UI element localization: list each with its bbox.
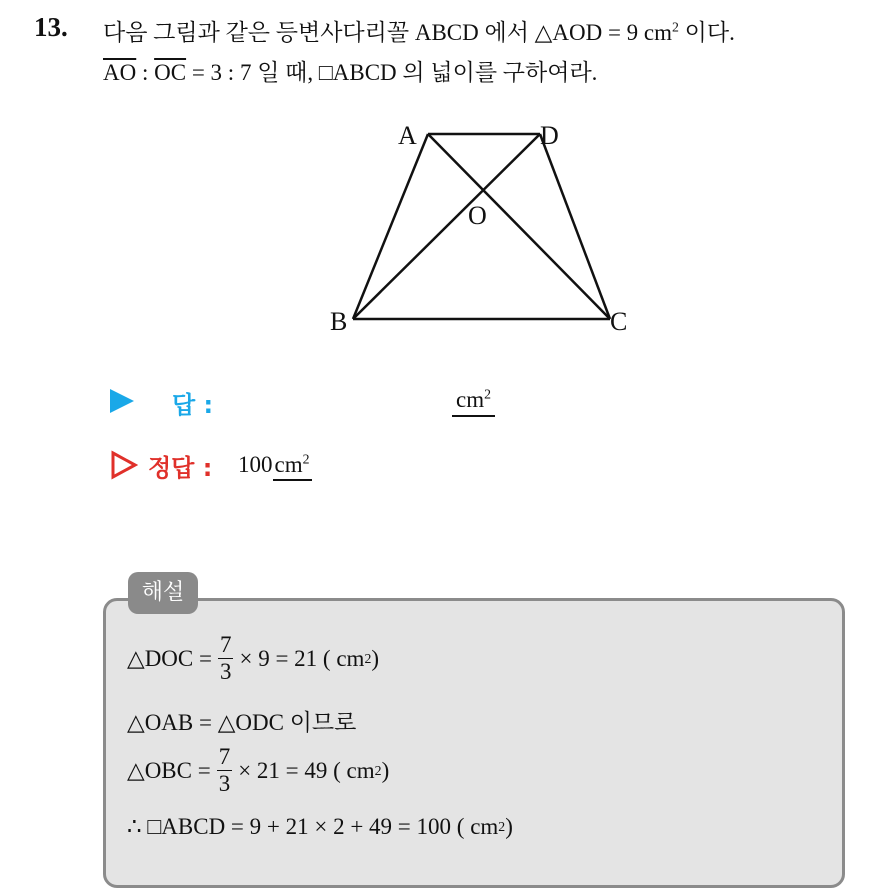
question-line1-text: 다음 그림과 같은 등변사다리꼴 ABCD 에서 △AOD = 9 cm — [103, 20, 673, 45]
answer-row — [110, 385, 530, 419]
question-text-line1 — [103, 14, 735, 47]
answer-label: 답 : — [172, 391, 214, 419]
eq3-left: △OBC = — [127, 757, 211, 783]
question-line1-tail: 이다. — [678, 20, 735, 45]
explanation-eq2: △OAB = △ODC 이므로 — [127, 710, 357, 735]
label-o: O — [468, 201, 487, 230]
question-line2-rest: = 3 : 7 일 때, □ABCD 의 넓이를 구하여라. — [186, 60, 598, 85]
explanation-eq4: ∴ □ABCD = 9 + 21 × 2 + 49 = 100 ( cm 2 ) — [127, 814, 513, 839]
eq4-close: ) — [505, 814, 513, 839]
correct-answer-unit: cm — [274, 452, 303, 477]
eq1-left: △DOC = — [127, 645, 212, 671]
eq1-numerator: 7 — [219, 632, 232, 657]
eq1-denominator: 3 — [219, 659, 232, 684]
answer-unit: cm — [456, 387, 485, 412]
trapezoid-figure — [320, 110, 650, 340]
label-a: A — [398, 121, 417, 150]
eq3-denominator: 3 — [218, 771, 231, 796]
label-b: B — [330, 307, 348, 336]
diagonal-ac — [428, 134, 610, 319]
answer-unit-sup: 2 — [484, 386, 492, 402]
segment-ao: $\overline{AO}$ — [103, 60, 137, 85]
correct-answer-unit-wrap — [273, 452, 312, 481]
eq1-close: ) — [371, 645, 380, 671]
eq3-fraction — [217, 744, 233, 797]
explanation-tag: 해설 — [128, 572, 198, 614]
question-number: 13. — [34, 12, 68, 42]
question-text-line2 — [103, 54, 597, 87]
correct-answer-label: 정답 : — [148, 454, 213, 482]
question-line1-sup: 2 — [672, 19, 679, 35]
correct-answer-value — [238, 452, 312, 478]
eq3-right: × 21 = 49 ( cm — [238, 757, 375, 783]
diagonal-bd — [353, 134, 540, 319]
play-arrow-icon — [110, 389, 134, 413]
side-dc — [540, 134, 610, 319]
eq3-numerator: 7 — [218, 744, 231, 769]
segment-oc: $\overline{OC}$ — [154, 60, 187, 85]
eq4-text: ∴ □ABCD = 9 + 21 × 2 + 49 = 100 ( cm — [127, 814, 499, 839]
ratio-separator: : — [136, 60, 155, 85]
eq1-right: × 9 = 21 ( cm — [239, 645, 365, 671]
correct-answer-unit-sup: 2 — [302, 451, 310, 467]
explanation-eq3: △OBC = $\frac{7}{3}$ × 21 = 49 ( cm 2 ) — [127, 744, 390, 796]
trapezoid-diagram — [320, 110, 650, 340]
label-d: D — [540, 121, 559, 150]
answer-input[interactable] — [452, 387, 495, 417]
eq3-close: ) — [381, 757, 390, 783]
label-c: C — [610, 307, 628, 336]
explanation-eq1: △DOC = $\frac{7}{3}$ × 9 = 21 ( cm 2 ) — [127, 632, 380, 684]
correct-answer-row — [110, 448, 510, 484]
outline-arrow-icon — [110, 450, 138, 480]
eq1-fraction — [218, 632, 234, 685]
side-ab — [353, 134, 428, 319]
correct-answer-number: 100 — [238, 452, 273, 477]
